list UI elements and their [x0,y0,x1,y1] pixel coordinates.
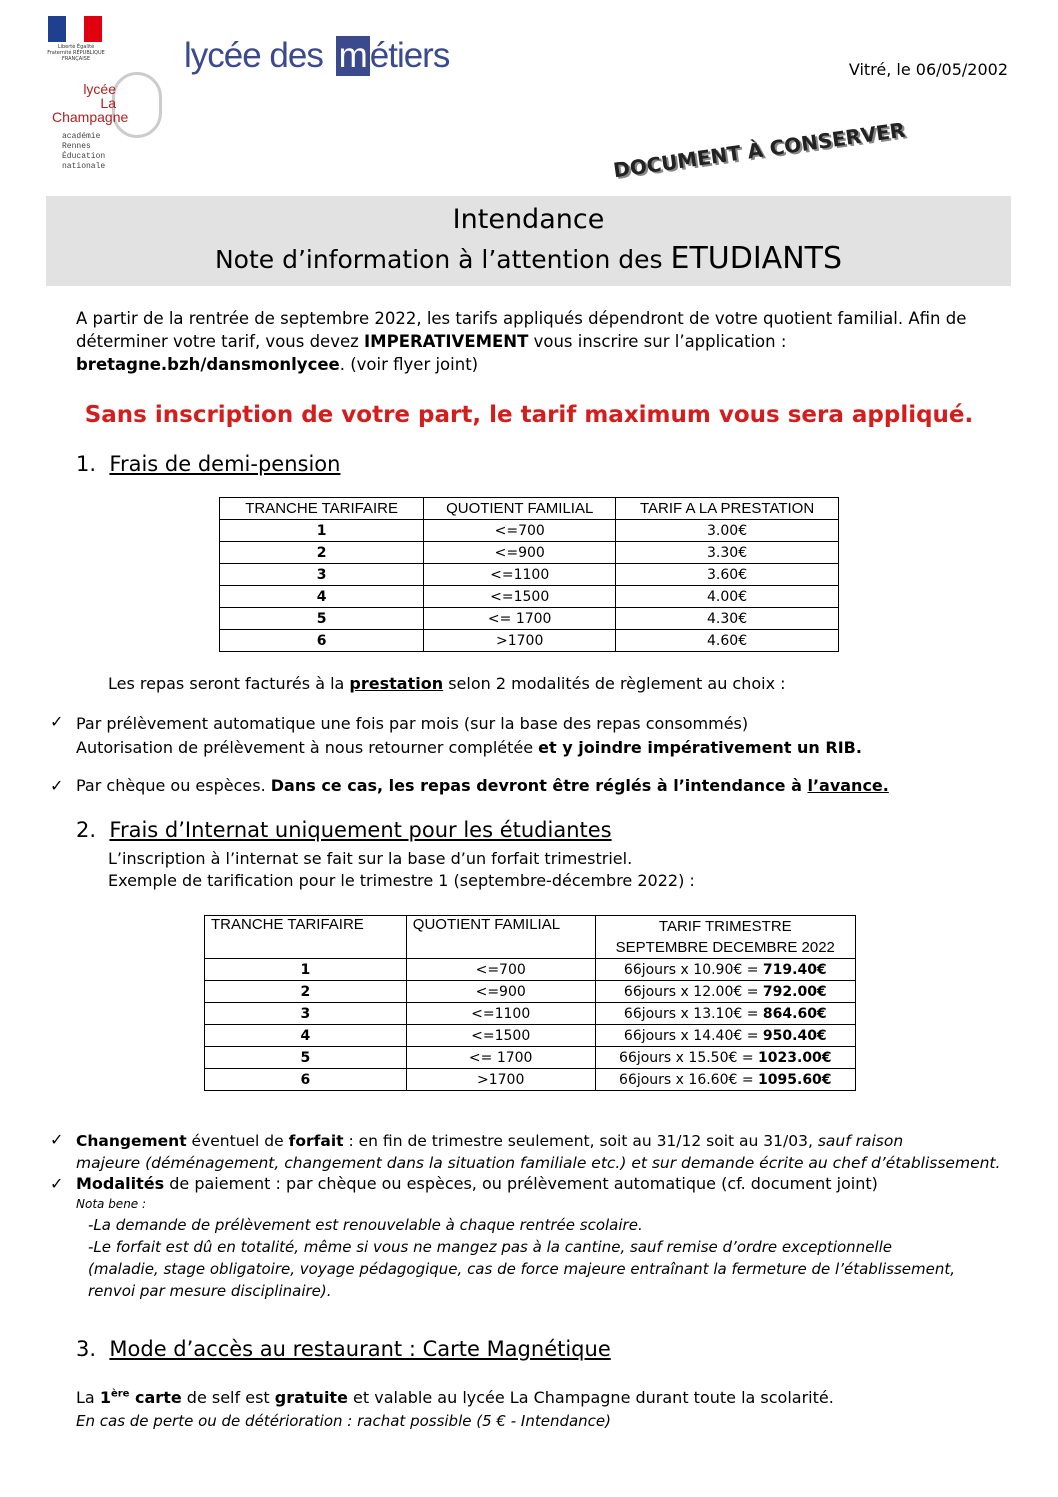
carte-note: La 1ère carte de self est gratuite et valable au lycée La Champagne durant toute la scolarité. [76,1388,834,1407]
lycee-des-metiers-logo: lycée des métiers [184,36,450,75]
checkmark-icon: ✓ [50,1130,64,1149]
table-row: 1 <=700 66jours x 10.90€ = 719.40€ [205,959,856,981]
section-3-heading: 3. Mode d’accès au restaurant : Carte Magnétique [76,1337,611,1361]
app-link[interactable]: bretagne.bzh/dansmonlycee [76,355,340,374]
table-row: 3 <=1100 66jours x 13.10€ = 864.60€ [205,1003,856,1025]
table-row: 2 <=900 66jours x 12.00€ = 792.00€ [205,981,856,1003]
carte-perte-note: En cas de perte ou de détérioration : rachat possible (5 € - Intendance) [76,1412,611,1430]
demi-pension-table: TRANCHE TARIFAIRE QUOTIENT FAMILIAL TARIF A LA PRESTATION 1 <=700 3.00€ 2 <=900 3.30€ 3 <=1100 3.60€ 4 <=1500 4.00€ 5 <= 1700 4.30€ 6 >1700 4.60€ [219,497,839,652]
section-1-heading: 1. Frais de demi-pension [76,452,341,476]
checkmark-icon: ✓ [50,776,64,795]
page-subtitle: Note d’information à l’attention des ETUDIANTS [214,241,843,276]
table-row: 4 <=1500 66jours x 14.40€ = 950.40€ [205,1025,856,1047]
internat-table: TRANCHE TARIFAIRE QUOTIENT FAMILIAL TARIF TRIMESTRE SEPTEMBRE DECEMBRE 2022 1 <=700 66jours x 10.90€ = 719.40€ 2 <=900 66jours x 12.00€ = 792.00€ 3 <=1100 66jours x 13.10€ = 864.60€ 4 <=1500 66jours x 14.40€ = 950.40€ 5 <= 1700 66jours x 15.50€ = 1023.00€ 6 >1700 66jours x 16.60€ = 1095.60€ [204,915,856,1091]
checkmark-icon: ✓ [50,1174,64,1193]
table-row: 5 <= 1700 4.30€ [220,608,839,630]
title-banner [46,196,1011,286]
prelevement-option: Par prélèvement automatique une fois par mois (sur la base des repas consommés) Autorisation de prélèvement à nous retourner complétée et y joindre impérativement un RIB. [76,714,862,757]
table-row: 3 <=1100 3.60€ [220,564,839,586]
section-2-heading: 2. Frais d’Internat uniquement pour les étudiantes [76,818,612,842]
republique-logo: Liberté Égalité Fraternité RÉPUBLIQUE FRANÇAISE [46,16,102,56]
table-row: 6 >1700 66jours x 16.60€ = 1095.60€ [205,1069,856,1091]
document-date: Vitré, le 06/05/2002 [848,60,1008,79]
internat-intro: L’inscription à l’internat se fait sur la base d’un forfait trimestriel. Exemple de tarification pour le trimestre 1 (septembre-décembre 2022) : [108,849,695,890]
lycee-la-champagne-logo: lycée La Champagne académie Rennes Éducation nationale [52,72,148,182]
page-title: Intendance [452,204,605,235]
intro-paragraph: A partir de la rentrée de septembre 2022, les tarifs appliqués dépendront de votre quotient familial. Afin de déterminer votre tarif, vous devez IMPERATIVEMENT vous inscrire sur l’application : bretagne.bzh/dansmonlycee. (voir flyer joint) [76,309,967,374]
table-row: 6 >1700 4.60€ [220,630,839,652]
cheque-option: Par chèque ou espèces. Dans ce cas, les repas devront être réglés à l’intendance à l’avance. [76,776,889,795]
table-row: 1 <=700 3.00€ [220,520,839,542]
table-row: 2 <=900 3.30€ [220,542,839,564]
checkmark-icon: ✓ [50,712,64,731]
table-row: 4 <=1500 4.00€ [220,586,839,608]
repas-note: Les repas seront facturés à la prestation selon 2 modalités de règlement au choix : [108,674,786,693]
nota-bene-list: -La demande de prélèvement est renouvelable à chaque rentrée scolaire. -Le forfait est dû en totalité, même si vous ne mangez pas à la cantine, sauf remise d’ordre exceptionnelle (maladie, stage obligatoire, voyage pédagogique, cas de force majeure entraînant la fermeture de l’établissement, renvoi par mesure disciplinaire). [88,1216,956,1300]
warning-text: Sans inscription de votre part, le tarif maximum vous sera appliqué. [84,402,974,428]
conserver-stamp: DOCUMENT À CONSERVER [611,117,907,183]
nota-bene-label: Nota bene : [76,1197,147,1211]
changement-note: Changement éventuel de forfait : en fin de trimestre seulement, soit au 31/12 soit au 31/03, sauf raison majeure (déménagement, changement dans la situation familiale etc.) et sur demande écrite au chef d’établissement. [76,1132,1001,1172]
modalites-note: Modalités de paiement : par chèque ou espèces, ou prélèvement automatique (cf. document joint) [76,1174,878,1193]
table-row: 5 <= 1700 66jours x 15.50€ = 1023.00€ [205,1047,856,1069]
